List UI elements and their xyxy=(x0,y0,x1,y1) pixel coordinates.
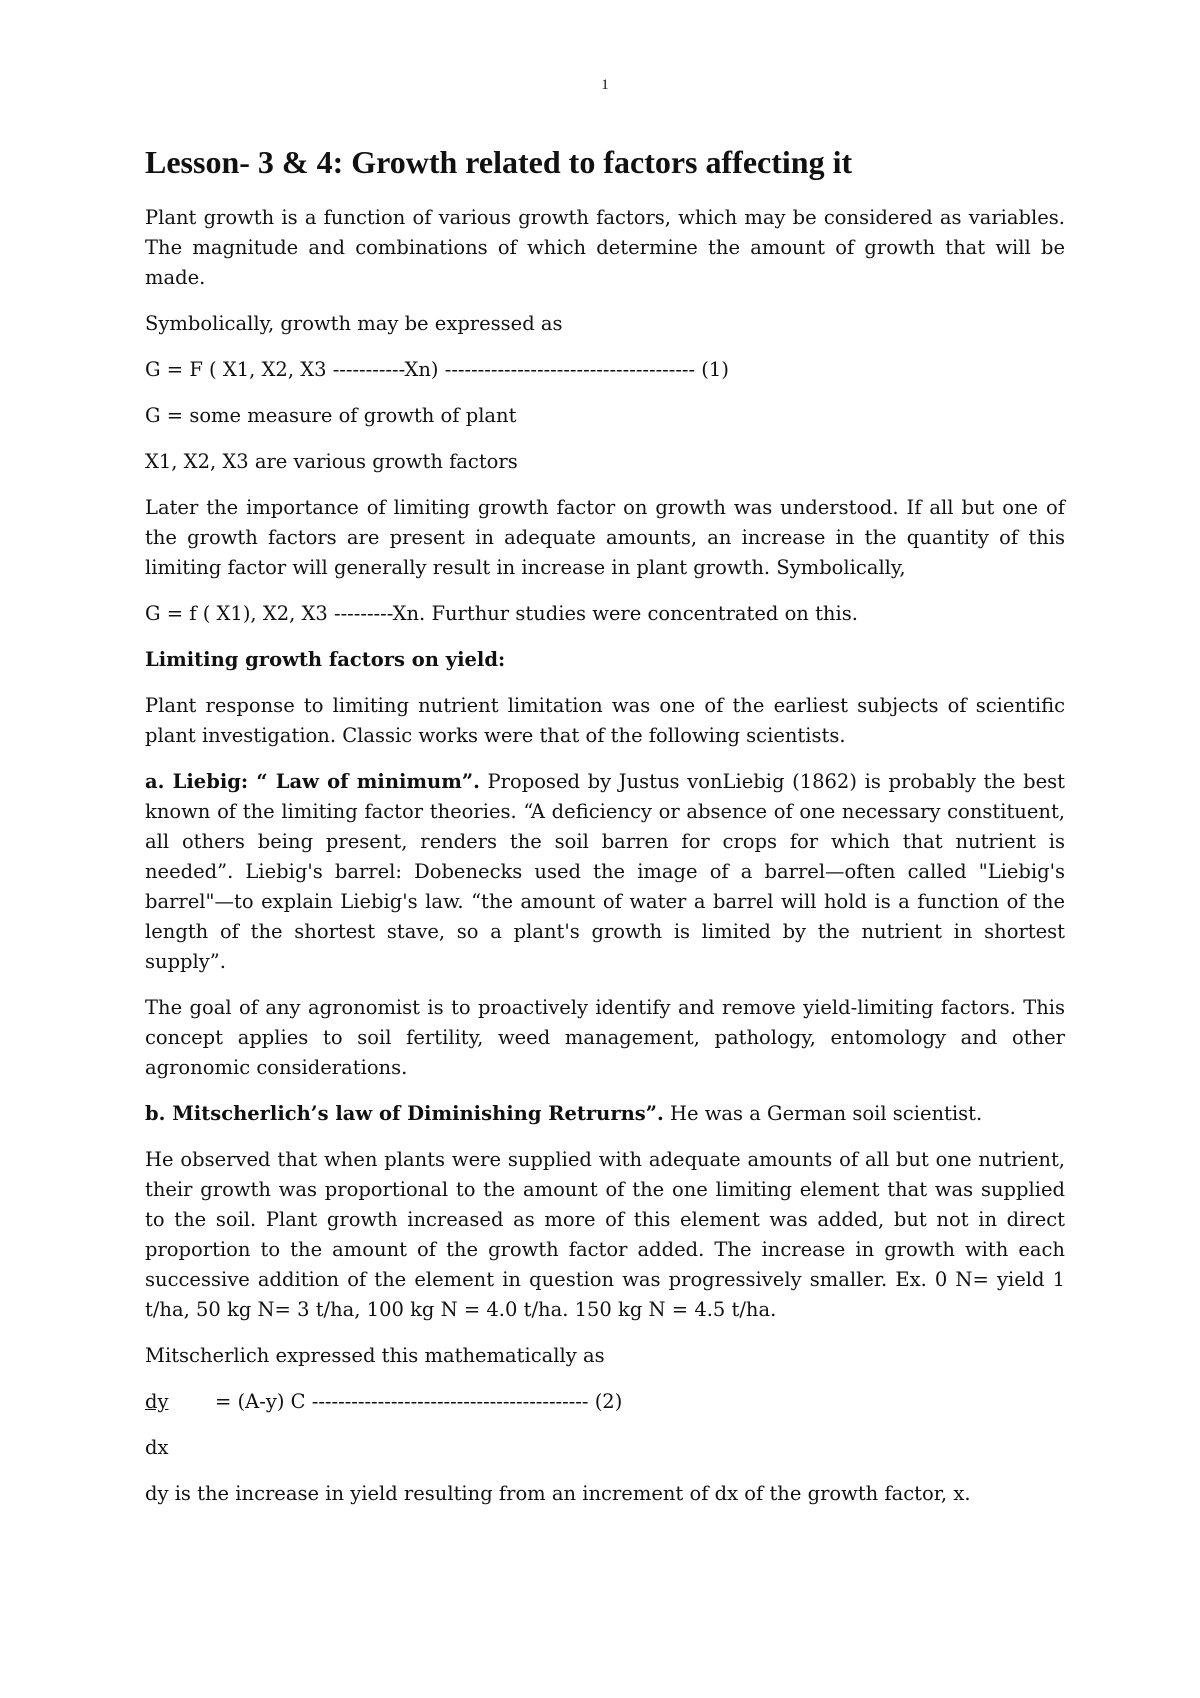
symbolic-intro-paragraph: Symbolically, growth may be expressed as xyxy=(145,312,563,335)
definition-x: X1, X2, X3 are various growth factors xyxy=(145,450,518,473)
mitscherlich-text: He was a German soil scientist. xyxy=(663,1102,983,1125)
intro-paragraph: Plant growth is a function of various growth factors, which may be considered as variables. The magnitude and combinations of which determine the amount of growth that will be made. xyxy=(145,206,1065,289)
plant-response-paragraph: Plant response to limiting nutrient limitation was one of the earliest subjects of scientific plant investigation. Classic works were that of the following scientists. xyxy=(145,694,1065,747)
liebig-text: Proposed by Justus vonLiebig (1862) is probably the best known of the limiting factor theories. “A deficiency or absence of one necessary constituent, all others being present, renders the soil barren for crops for which that nutrient is needed”. Liebig's barrel: Dobenecks used the image of a barrel—often called "Liebig's barrel"—to explain Liebig's law. “the amount of water a barrel will hold is a function of the length of the shortest stave, so a plant's growth is limited by the nutrient in shortest supply”. xyxy=(145,770,1065,973)
definition-g: G = some measure of growth of plant xyxy=(145,404,517,427)
equation-2-denominator: dx xyxy=(145,1436,169,1459)
mitscherlich-heading: b. Mitscherlich’s law of Diminishing Retrurns”. xyxy=(145,1102,664,1125)
mitscherlich-expression-intro: Mitscherlich expressed this mathematically as xyxy=(145,1344,605,1367)
equation-1: G = F ( X1, X2, X3 -----------Xn) -------------------------------------- (1) xyxy=(145,358,729,381)
equation-limiting: G = f ( X1), X2, X3 ---------Xn. Furthur studies were concentrated on this. xyxy=(145,602,858,625)
lesson-title: Lesson- 3 & 4: Growth related to factors affecting it xyxy=(145,144,853,180)
mitscherlich-observation-paragraph: He observed that when plants were supplied with adequate amounts of all but one nutrient, their growth was proportional to the amount of the one limiting element that was supplied to the soil. Plant growth increased as more of this element was added, but not in direct proportion to the amount of the growth factor added. The increase in growth with each successive addition of the element in question was progressively smaller. Ex. 0 N= yield 1 t/ha, 50 kg N= 3 t/ha, 100 kg N = 4.0 t/ha. 150 kg N = 4.5 t/ha. xyxy=(145,1148,1065,1321)
section-heading-limiting-factors: Limiting growth factors on yield: xyxy=(145,648,506,671)
equation-2-numerator: dy xyxy=(145,1390,169,1413)
equation-2-rhs: = (A-y) C ------------------------------------------ (2) xyxy=(215,1390,623,1413)
mitscherlich-paragraph xyxy=(145,1099,1065,1129)
dy-definition-paragraph: dy is the increase in yield resulting from an increment of dx of the growth factor, x. xyxy=(145,1482,971,1505)
limiting-factor-paragraph: Later the importance of limiting growth factor on growth was understood. If all but one of the growth factors are present in adequate amounts, an increase in the quantity of this limiting factor will generally result in increase in plant growth. Symbolically, xyxy=(145,496,1065,579)
document-body xyxy=(145,203,1065,1525)
equation-2 xyxy=(145,1387,1065,1417)
page-number: 1 xyxy=(601,77,609,93)
agronomist-goal-paragraph: The goal of any agronomist is to proactively identify and remove yield-limiting factors. This concept applies to soil fertility, weed management, pathology, entomology and other agronomic considerations. xyxy=(145,996,1065,1079)
liebig-paragraph xyxy=(145,767,1065,977)
liebig-heading: a. Liebig: “ Law of minimum”. xyxy=(145,770,480,793)
